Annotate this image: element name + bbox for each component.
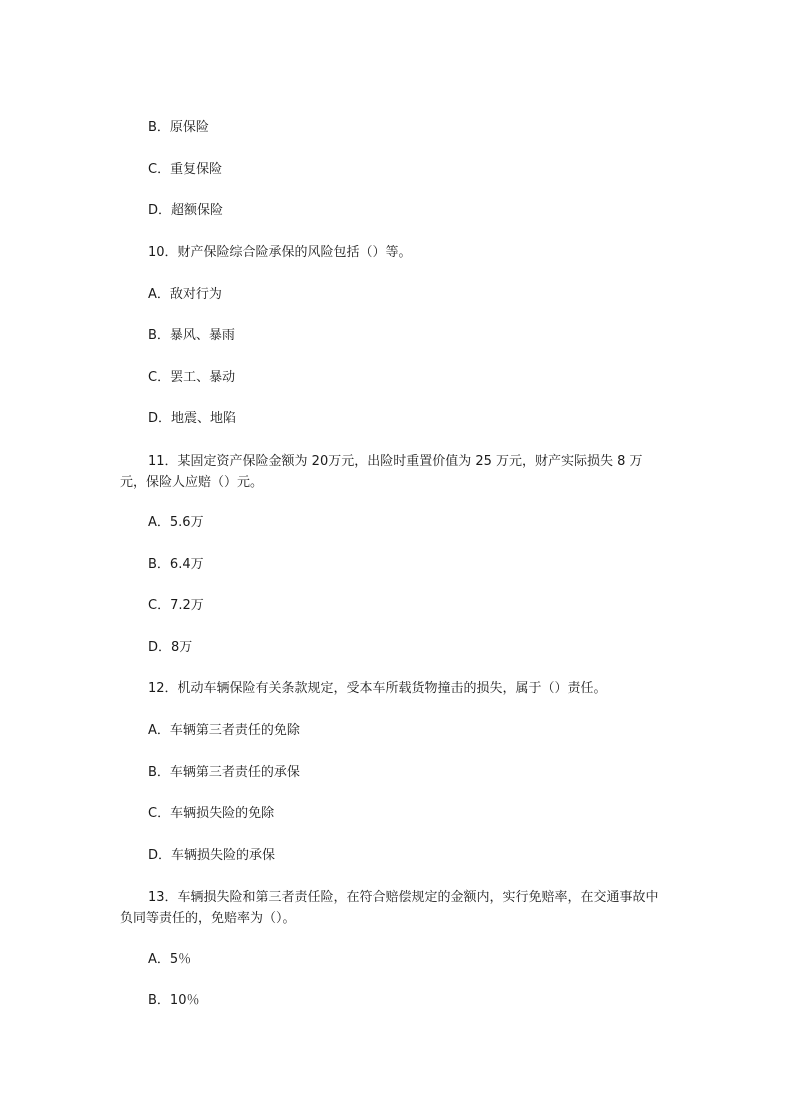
option-c-q11: C．7.2万 [148,598,204,613]
question-12: 12．机动车辆保险有关条款规定，受本车所载货物撞击的损失，属于（）责任。 [148,681,607,696]
option-a-q12: A．车辆第三者责任的免除 [148,723,300,738]
option-d-q9: D．超额保险 [148,203,224,218]
option-b-q13: B．10％ [148,993,200,1008]
option-b-q11: B．6.4万 [148,557,204,572]
option-b-q10: B．暴风、暴雨 [148,328,235,343]
option-a-q10: A．敌对行为 [148,287,222,302]
option-b-q9: B．原保险 [148,120,209,135]
option-a-q11: A．5.6万 [148,515,204,530]
question-10: 10．财产保险综合险承保的风险包括（）等。 [148,245,412,260]
option-b-q12: B．车辆第三者责任的承保 [148,765,300,780]
option-c-q9: C．重复保险 [148,162,223,177]
option-d-q10: D．地震、地陷 [148,411,237,426]
question-13: 13．车辆损失险和第三者责任险，在符合赔偿规定的金额内，实行免赔率，在交通事故中负同等责任的，免赔率为（）。 [120,890,659,926]
option-a-q13: A．5％ [148,952,192,967]
option-d-q11: D．8万 [148,640,193,655]
option-c-q10: C．罢工、暴动 [148,370,236,385]
option-d-q12: D．车辆损失险的承保 [148,848,276,863]
option-c-q12: C．车辆损失险的免除 [148,806,275,821]
question-11: 11．某固定资产保险金额为 20万元，出险时重置价值为 25 万元，财产实际损失 8 万元，保险人应赔（）元。 [120,454,643,490]
